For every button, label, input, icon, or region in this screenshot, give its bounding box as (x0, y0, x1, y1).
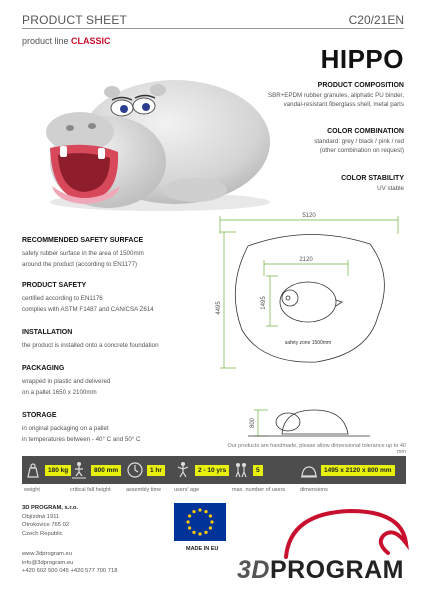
color-line: (other combination on request) (319, 147, 404, 154)
users-icon (232, 461, 250, 479)
phone-numbers: +420 602 500 045 +420 577 700 718 (22, 568, 118, 574)
stat-value: 1495 x 2120 x 800 mm (321, 465, 395, 476)
stability-heading: COLOR STABILITY (341, 175, 404, 182)
stat-caption: assembly time (126, 487, 162, 493)
stat-weight (24, 456, 71, 484)
stat-value: 5 (253, 465, 263, 476)
safety-line: certified according to EN1176 (22, 295, 103, 302)
packaging-line: on a pallet 1650 x 2100mm (22, 389, 97, 396)
stat-value: 2 - 10 yrs (195, 465, 229, 476)
clock-icon (126, 461, 144, 479)
brand-logo (237, 556, 404, 585)
stat-caption: weight (24, 487, 40, 493)
dim-width-product: 2120 (299, 257, 313, 263)
section-safety (22, 282, 207, 315)
surface-line: around the product (according to EN1177) (22, 261, 138, 268)
address-line: Objízdná 1911 (22, 513, 60, 520)
surface-line: safety rubber surface in the area of 1500mm (22, 250, 144, 257)
address-line: Czech Republic (22, 530, 63, 537)
section-installation (22, 329, 207, 351)
surface-heading: RECOMMENDED SAFETY SURFACE (22, 237, 144, 244)
section-storage (22, 412, 207, 445)
storage-line: in temperatures between - 40° C and 50° C (22, 436, 141, 443)
color-heading: COLOR COMBINATION (327, 128, 404, 135)
email-link[interactable]: info@3dprogram.eu (22, 559, 74, 566)
stat-value: 800 mm (91, 465, 121, 476)
stat-caption: dimensions (300, 487, 328, 493)
brand-name: PROGRAM (269, 556, 404, 584)
product-line-value: CLASSIC (71, 36, 111, 46)
dim-depth-total: 4495 (216, 301, 222, 315)
tolerance-note: Our products are handmade, please allow dimensional tolerance up to 40 mm (227, 443, 406, 455)
company-name: 3D PROGRAM, s.r.o. (22, 505, 79, 511)
company-contact (22, 550, 117, 576)
fall-height-icon (70, 461, 88, 479)
stat-age (174, 456, 229, 484)
stat-caption: critical fall height (70, 487, 111, 493)
stat-assembly (126, 456, 165, 484)
color-line: standard: grey / black / pink / red (314, 138, 404, 145)
weight-icon (24, 461, 42, 479)
technical-drawing (208, 204, 408, 444)
address-line: Otrokovice 765 02 (22, 522, 70, 528)
dim-height: 800 (250, 417, 256, 429)
stability-line: UV stable (377, 185, 404, 192)
website-link[interactable]: www.3dprogram.eu (22, 551, 72, 557)
packaging-heading: PACKAGING (22, 365, 65, 372)
composition-heading: PRODUCT COMPOSITION (317, 82, 404, 89)
packaging-line: wrapped in plastic and delivered (22, 378, 111, 385)
color-block (204, 128, 404, 155)
dimensions-icon (300, 461, 318, 479)
storage-heading: STORAGE (22, 412, 57, 419)
eu-flag-icon (174, 503, 226, 541)
hippo-side-view (276, 410, 348, 434)
product-name: HIPPO (320, 44, 404, 74)
stat-fall-height (70, 456, 121, 484)
installation-line: the product is installed onto a concrete foundation (22, 342, 159, 349)
composition-block (204, 82, 404, 109)
stat-caption: max. number of users (232, 487, 286, 493)
dim-depth-product: 1495 (261, 296, 267, 310)
stat-value: 180 kg (45, 465, 71, 476)
hippo-top-view (280, 282, 342, 322)
sheet-title: PRODUCT SHEET (22, 13, 128, 27)
company-address (22, 504, 78, 538)
safety-zone-label: safety zone 1500mm (284, 340, 332, 346)
stat-caption: users' age (174, 487, 200, 493)
stat-value: 1 hr (147, 465, 165, 476)
product-line-label: product line (22, 36, 69, 46)
stability-block (204, 175, 404, 193)
stat-dimensions (300, 456, 395, 484)
child-icon (174, 461, 192, 479)
stat-users (232, 456, 263, 484)
brand-prefix: 3D (236, 556, 270, 584)
safety-line: complies with ASTM F1487 and CAN/CSA Z614 (22, 306, 154, 313)
brand-swoosh-icon (280, 505, 410, 561)
header-divider (22, 28, 404, 29)
product-line (22, 36, 111, 46)
composition-line: vandal-resistant fiberglass shell, metal parts (283, 101, 404, 108)
sheet-code: C20/21EN (348, 13, 404, 27)
safety-heading: PRODUCT SAFETY (22, 282, 87, 289)
composition-line: SBR+EPDM rubber granules, aliphatic PU binder, (267, 92, 404, 99)
storage-line: in original packaging on a pallet (22, 425, 109, 432)
installation-heading: INSTALLATION (22, 329, 73, 336)
dim-width-total: 5120 (302, 213, 316, 219)
section-surface (22, 237, 207, 270)
section-packaging (22, 365, 207, 398)
made-in-label: MADE IN EU (186, 546, 219, 552)
